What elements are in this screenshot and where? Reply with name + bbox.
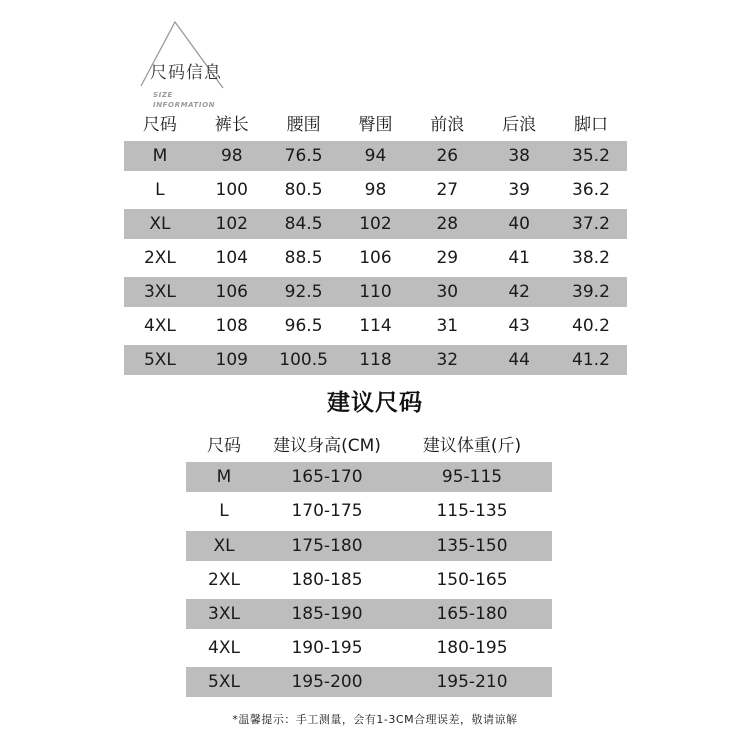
table-cell: 39.2	[572, 282, 610, 302]
table-cell: 39	[508, 180, 530, 200]
table-cell: 104	[215, 248, 248, 268]
table-cell: 150-165	[436, 569, 508, 590]
table-cell: 195-210	[436, 672, 508, 693]
subtitle-line-2: INFORMATION	[153, 101, 216, 109]
table-header-row	[186, 426, 552, 460]
subtitle-line-1: SIZE	[153, 91, 173, 99]
table-cell: 175-180	[291, 535, 363, 556]
table-cell: 42	[508, 282, 530, 302]
table-cell: 28	[436, 214, 459, 234]
table-cell: 4XL	[143, 316, 176, 336]
table-cell: 102	[359, 214, 392, 234]
table-cell: 110	[359, 282, 392, 302]
table-cell: XL	[149, 214, 171, 234]
table-cell: L	[219, 501, 229, 522]
table-cell: 40.2	[572, 316, 610, 336]
table-cell: 109	[215, 350, 248, 370]
table-cell: 2XL	[143, 248, 176, 268]
table-cell: 106	[215, 282, 248, 302]
table-cell: 80.5	[284, 180, 323, 200]
column-header: 裤长	[214, 114, 249, 135]
table-row	[186, 462, 552, 492]
table-cell: 88.5	[284, 248, 323, 268]
table-cell: 5XL	[208, 672, 240, 693]
table-header-row	[124, 105, 627, 139]
table-cell: 100.5	[279, 350, 328, 370]
table-cell: M	[152, 146, 168, 166]
table-row	[124, 173, 627, 207]
table-cell: 2XL	[208, 569, 240, 590]
table-cell: 92.5	[284, 282, 323, 302]
table-cell: 38.2	[572, 248, 610, 268]
table-row	[124, 345, 627, 375]
table-cell: 108	[215, 316, 248, 336]
column-header: 臀围	[358, 114, 393, 135]
section-title-size-info: 尺码信息	[150, 63, 222, 83]
column-header: 尺码	[142, 114, 177, 135]
table-cell: 190-195	[291, 638, 363, 659]
table-cell: 195-200	[291, 672, 363, 693]
table-cell: L	[155, 180, 165, 200]
table-cell: 4XL	[208, 638, 240, 659]
table-cell: 185-190	[291, 604, 363, 625]
table-cell: 118	[359, 350, 392, 370]
table-row	[124, 209, 627, 239]
table-cell: 165-180	[436, 604, 508, 625]
table-cell: 31	[436, 316, 459, 336]
size-table	[124, 105, 627, 377]
table-cell: 84.5	[284, 214, 323, 234]
table-row	[124, 309, 627, 343]
table-cell: XL	[213, 535, 235, 556]
table-cell: 36.2	[572, 180, 610, 200]
table-cell: 43	[508, 316, 530, 336]
table-row	[186, 494, 552, 528]
table-row	[124, 141, 627, 171]
table-cell: 40	[508, 214, 530, 234]
table-row	[186, 531, 552, 561]
measurement-disclaimer: *温馨提示：手工测量，会有1-3CM合理误差，敬请谅解	[232, 713, 518, 726]
table-cell: 5XL	[143, 350, 176, 370]
size-info-logo	[135, 18, 255, 109]
table-row	[124, 241, 627, 275]
table-cell: 100	[215, 180, 248, 200]
table-cell: 106	[359, 248, 392, 268]
column-header: 建议身高(CM)	[273, 435, 381, 456]
table-cell: 38	[508, 146, 530, 166]
table-cell: 26	[436, 146, 459, 166]
table-cell: 41	[508, 248, 530, 268]
table-cell: 27	[436, 180, 459, 200]
table-cell: 165-170	[291, 467, 363, 488]
table-cell: M	[216, 467, 232, 488]
column-header: 建议体重(斤)	[422, 435, 522, 456]
table-cell: 98	[220, 146, 243, 166]
table-cell: 102	[215, 214, 248, 234]
table-cell: 114	[359, 316, 392, 336]
table-cell: 44	[508, 350, 530, 370]
column-header: 尺码	[207, 435, 241, 456]
table-cell: 3XL	[208, 604, 240, 625]
table-cell: 180-185	[291, 569, 363, 590]
table-cell: 180-195	[436, 638, 508, 659]
table-row	[186, 667, 552, 697]
table-row	[186, 631, 552, 665]
table-cell: 37.2	[572, 214, 610, 234]
table-cell: 96.5	[284, 316, 323, 336]
table-row	[186, 563, 552, 597]
table-row	[124, 277, 627, 307]
table-cell: 32	[436, 350, 459, 370]
table-cell: 170-175	[291, 501, 363, 522]
table-cell: 30	[436, 282, 459, 302]
recommend-title: 建议尺码	[327, 390, 423, 416]
column-header: 腰围	[286, 114, 321, 135]
table-cell: 41.2	[572, 350, 610, 370]
table-row	[186, 599, 552, 629]
table-cell: 98	[364, 180, 387, 200]
table-cell: 95-115	[441, 467, 503, 488]
table-cell: 3XL	[143, 282, 176, 302]
table-cell: 115-135	[436, 501, 508, 522]
table-cell: 29	[436, 248, 459, 268]
column-header: 前浪	[430, 114, 465, 135]
table-cell: 76.5	[284, 146, 323, 166]
table-cell: 94	[364, 146, 387, 166]
column-header: 脚口	[573, 114, 608, 135]
table-cell: 135-150	[436, 535, 508, 556]
column-header: 后浪	[502, 114, 537, 135]
table-cell: 35.2	[572, 146, 610, 166]
recommend-table	[186, 426, 552, 700]
